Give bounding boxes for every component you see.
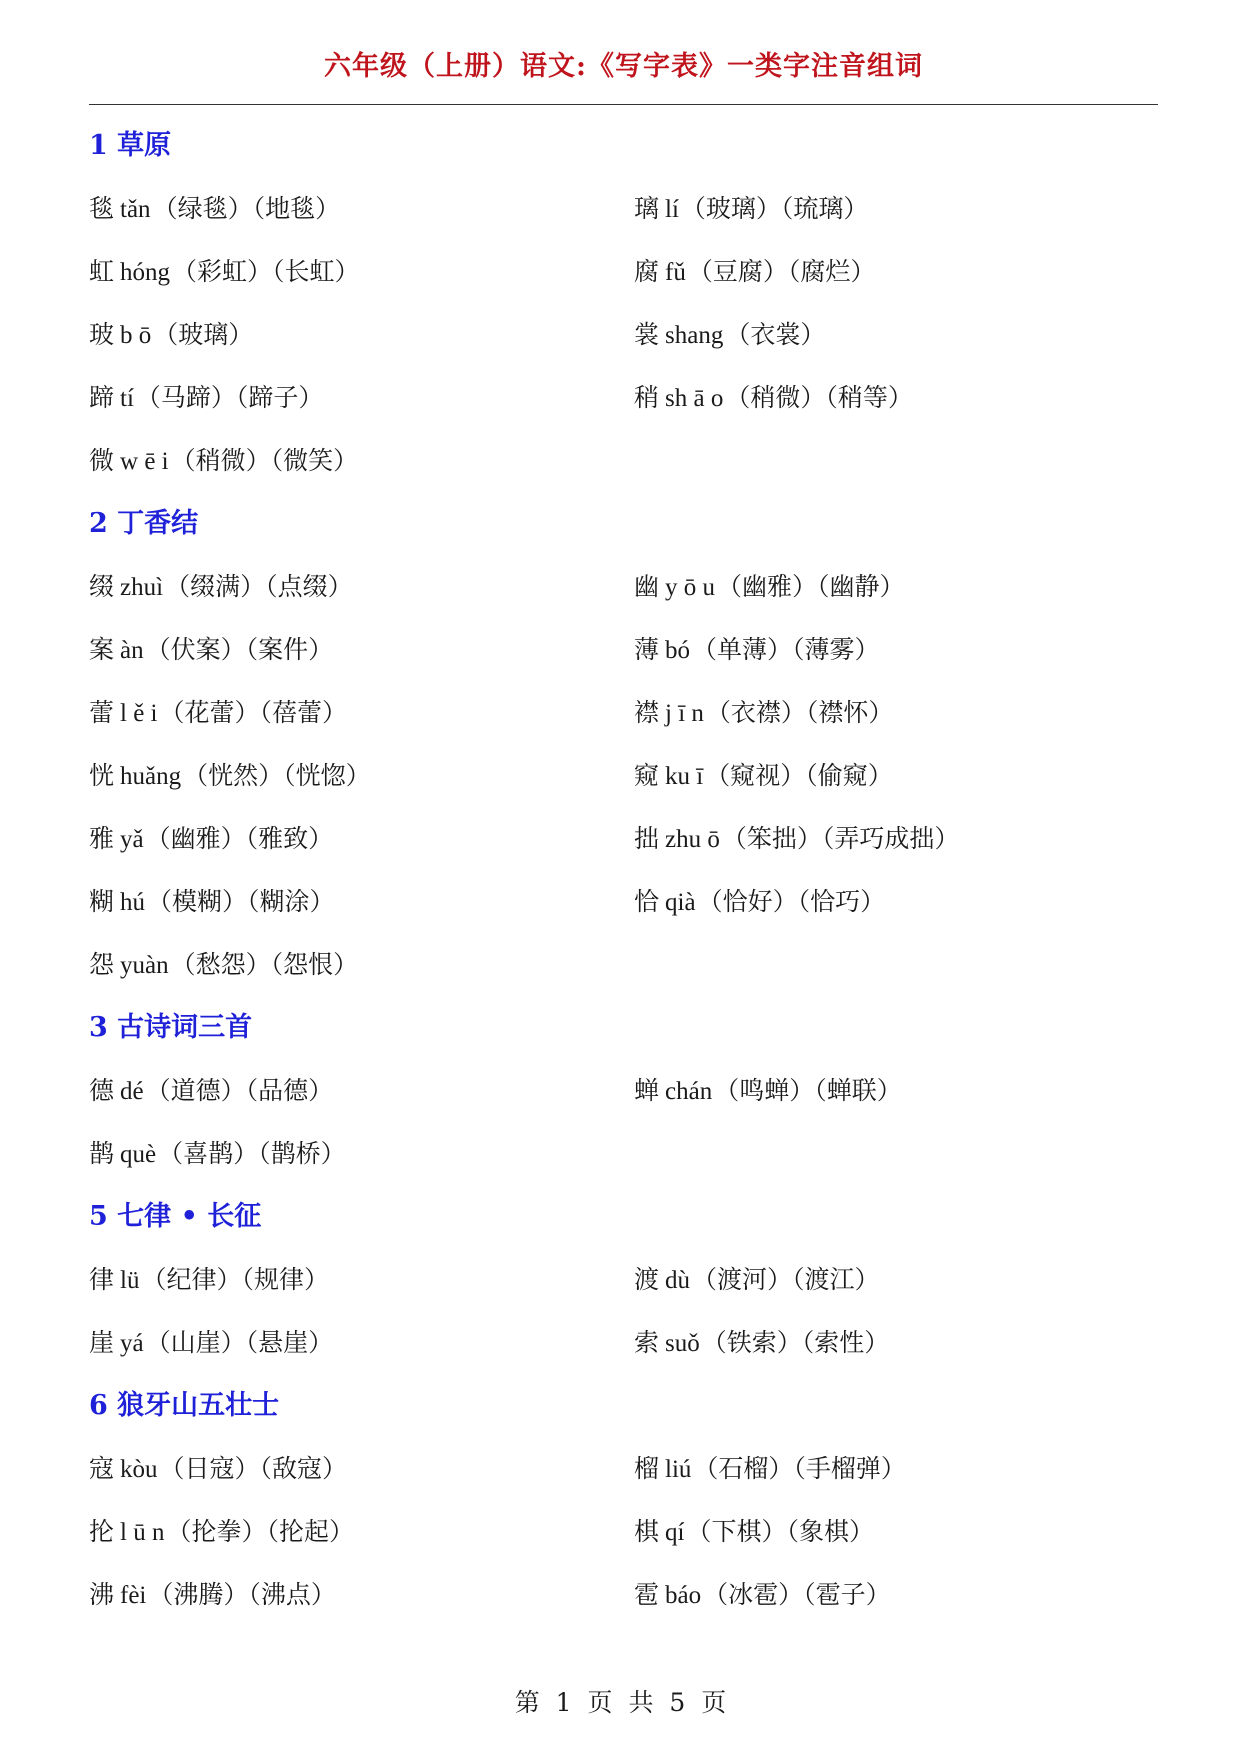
entry-words: （日寇）（敌寇）: [159, 1454, 348, 1483]
vocab-entry: [89, 1311, 634, 1374]
lesson-section: [89, 492, 1158, 996]
entry-pinyin: fèi: [120, 1582, 147, 1609]
vocab-entry: [634, 303, 1158, 366]
entry-words: （笨拙）（弄巧成拙）: [721, 824, 960, 853]
entry-words: （稍微）（稍等）: [725, 383, 913, 412]
vocab-entry: [89, 681, 634, 744]
vocab-entry: [89, 303, 634, 366]
entry-grid: [89, 555, 1158, 996]
entry-character: 雅: [89, 824, 115, 853]
entry-character: 寇: [89, 1454, 115, 1483]
entry-character: 棋: [634, 1517, 660, 1546]
entry-words: （山崖）（悬崖）: [145, 1328, 334, 1357]
entry-pinyin: chán: [665, 1078, 713, 1105]
entry-character: 裳: [634, 320, 660, 349]
entry-words: （豆腐）（腐烂）: [687, 257, 876, 286]
vocab-entry: [634, 177, 1158, 240]
entry-pinyin: kòu: [120, 1456, 158, 1483]
entry-character: 渡: [634, 1265, 660, 1294]
entry-pinyin: suǒ: [665, 1330, 700, 1357]
entry-pinyin: què: [120, 1141, 157, 1168]
entry-character: 璃: [634, 194, 660, 223]
entry-pinyin: qí: [665, 1519, 685, 1546]
entry-words: （衣裳）: [725, 320, 826, 349]
entry-words: （单薄）（薄雾）: [692, 635, 880, 664]
entry-character: 索: [634, 1328, 660, 1357]
lesson-title: 1 草原: [89, 130, 172, 161]
entry-character: 毯: [89, 194, 115, 223]
entry-words: （幽雅）（幽静）: [717, 572, 905, 601]
entry-character: 恰: [634, 887, 660, 916]
entry-words: （彩虹）（长虹）: [172, 257, 360, 286]
vocab-entry: [89, 366, 634, 429]
entry-pinyin: yuàn: [120, 952, 169, 979]
lesson-title: 2 丁香结: [89, 508, 199, 539]
entry-character: 抡: [89, 1517, 115, 1546]
entry-pinyin: hú: [120, 889, 146, 916]
entry-pinyin: báo: [665, 1582, 702, 1609]
entry-words: （玻璃）: [153, 320, 254, 349]
entry-words: （窥视）（偷窥）: [705, 761, 893, 790]
entry-pinyin: fǔ: [665, 259, 686, 286]
entry-words: （缀满）（点缀）: [165, 572, 353, 601]
entry-pinyin: l ū n: [120, 1519, 165, 1546]
entry-words: （稍微）（微笑）: [170, 446, 359, 475]
entry-words: （幽雅）（雅致）: [145, 824, 334, 853]
entry-character: 幽: [634, 572, 660, 601]
vocab-entry: [89, 1059, 634, 1122]
entry-pinyin: ku ī: [665, 763, 704, 790]
page-footer: 第 1 页 共 5 页: [514, 1688, 727, 1717]
entry-pinyin: qià: [665, 889, 696, 916]
entry-grid: [89, 1059, 1158, 1185]
vocab-entry: [89, 555, 634, 618]
entry-words: （抡拳）（抡起）: [166, 1517, 354, 1546]
entry-words: （模糊）（糊涂）: [147, 887, 335, 916]
entry-character: 德: [89, 1076, 115, 1105]
lesson-section: [89, 1185, 1158, 1374]
vocab-entry: [89, 1500, 634, 1563]
vocab-entry: [634, 744, 1158, 807]
entry-pinyin: hóng: [120, 259, 171, 286]
entry-character: 拙: [634, 824, 660, 853]
entry-character: 怨: [89, 950, 115, 979]
entry-words: （铁索）（索性）: [701, 1328, 890, 1357]
entry-character: 玻: [89, 320, 115, 349]
entry-pinyin: w ē i: [120, 448, 169, 475]
entry-pinyin: zhuì: [120, 574, 164, 601]
entry-character: 蕾: [89, 698, 115, 727]
entry-character: 腐: [634, 257, 660, 286]
lesson-section: [89, 1374, 1158, 1626]
entry-words: （冰雹）（雹子）: [703, 1580, 891, 1609]
vocab-entry: [634, 366, 1158, 429]
entry-character: 案: [89, 635, 115, 664]
lesson-section: [89, 114, 1158, 492]
entry-character: 稍: [634, 383, 660, 412]
vocab-entry: [89, 870, 634, 933]
entry-pinyin: yá: [120, 1330, 144, 1357]
entry-character: 窥: [634, 761, 660, 790]
vocab-entry: [634, 1563, 1158, 1626]
entry-pinyin: sh ā o: [665, 385, 724, 412]
vocab-entry: [634, 1437, 1158, 1500]
vocab-entry: [634, 240, 1158, 303]
entry-words: （伏案）（案件）: [145, 635, 334, 664]
entry-words: （喜鹊）（鹊桥）: [158, 1139, 346, 1168]
header-divider: [89, 104, 1158, 105]
page-header-title: 六年级（上册）语文:《写字表》一类字注音组词: [324, 51, 923, 82]
entry-words: （纪律）（规律）: [141, 1265, 329, 1294]
entry-pinyin: lü: [120, 1267, 140, 1294]
entry-character: 鹊: [89, 1139, 115, 1168]
entry-pinyin: zhu ō: [665, 826, 720, 853]
entry-pinyin: shang: [665, 322, 724, 349]
entry-character: 榴: [634, 1454, 660, 1483]
entry-words: （花蕾）（蓓蕾）: [159, 698, 348, 727]
vocab-entry: [89, 177, 634, 240]
entry-pinyin: liú: [665, 1456, 692, 1483]
entry-character: 蹄: [89, 383, 115, 412]
entry-pinyin: tǎn: [120, 196, 151, 223]
entry-pinyin: tí: [120, 385, 134, 412]
entry-words: （恰好）（恰巧）: [697, 887, 886, 916]
entry-words: （鸣蝉）（蝉联）: [714, 1076, 902, 1105]
entry-pinyin: b ō: [120, 322, 152, 349]
entry-words: （石榴）（手榴弹）: [693, 1454, 906, 1483]
vocab-entry: [634, 1059, 1158, 1122]
vocab-entry: [89, 744, 634, 807]
lesson-title: 6 狼牙山五壮士: [89, 1390, 280, 1421]
lesson-title: 5 七律 • 长征: [89, 1201, 262, 1232]
entry-grid: [89, 177, 1158, 492]
lesson-title: 3 古诗词三首: [89, 1012, 253, 1043]
entry-words: （下棋）（象棋）: [686, 1517, 874, 1546]
entry-pinyin: lí: [665, 196, 679, 223]
entry-grid: [89, 1248, 1158, 1374]
entry-pinyin: dù: [665, 1267, 691, 1294]
entry-pinyin: huǎng: [120, 763, 182, 790]
entry-words: （绿毯）（地毯）: [152, 194, 341, 223]
entry-pinyin: j ī n: [665, 700, 704, 727]
vocab-entry: [89, 1437, 634, 1500]
vocab-entry: [89, 1563, 634, 1626]
entry-words: （玻璃）（琉璃）: [680, 194, 869, 223]
entry-pinyin: l ě i: [120, 700, 158, 727]
vocab-entry: [634, 1248, 1158, 1311]
entry-words: （恍然）（恍惚）: [183, 761, 371, 790]
entry-character: 虹: [89, 257, 115, 286]
entry-words: （道德）（品德）: [145, 1076, 334, 1105]
entry-character: 雹: [634, 1580, 660, 1609]
entry-pinyin: bó: [665, 637, 691, 664]
entry-words: （衣襟）（襟怀）: [705, 698, 894, 727]
vocab-entry: [634, 618, 1158, 681]
entry-pinyin: yǎ: [120, 826, 144, 853]
vocab-entry: [89, 240, 634, 303]
vocab-entry: [89, 618, 634, 681]
vocab-entry: [89, 807, 634, 870]
entry-words: （渡河）（渡江）: [692, 1265, 880, 1294]
entry-words: （马蹄）（蹄子）: [135, 383, 324, 412]
entry-character: 糊: [89, 887, 115, 916]
vocab-entry: [634, 870, 1158, 933]
entry-words: （愁怨）（怨恨）: [170, 950, 359, 979]
vocab-entry: [89, 1248, 634, 1311]
entry-words: （沸腾）（沸点）: [148, 1580, 336, 1609]
word-list: [89, 114, 1158, 1626]
entry-grid: [89, 1437, 1158, 1626]
vocab-entry: [89, 1122, 634, 1185]
lesson-section: [89, 996, 1158, 1185]
entry-character: 微: [89, 446, 115, 475]
vocab-entry: [89, 933, 634, 996]
entry-character: 薄: [634, 635, 660, 664]
vocab-entry: [634, 1311, 1158, 1374]
entry-character: 恍: [89, 761, 115, 790]
entry-pinyin: dé: [120, 1078, 144, 1105]
entry-character: 沸: [89, 1580, 115, 1609]
vocab-entry: [634, 681, 1158, 744]
entry-pinyin: àn: [120, 637, 144, 664]
vocab-entry: [89, 429, 634, 492]
entry-pinyin: y ō u: [665, 574, 716, 601]
entry-character: 缀: [89, 572, 115, 601]
entry-character: 襟: [634, 698, 660, 727]
entry-character: 崖: [89, 1328, 115, 1357]
vocab-entry: [634, 1500, 1158, 1563]
vocab-entry: [634, 807, 1158, 870]
entry-character: 律: [89, 1265, 115, 1294]
entry-character: 蝉: [634, 1076, 660, 1105]
vocab-entry: [634, 555, 1158, 618]
